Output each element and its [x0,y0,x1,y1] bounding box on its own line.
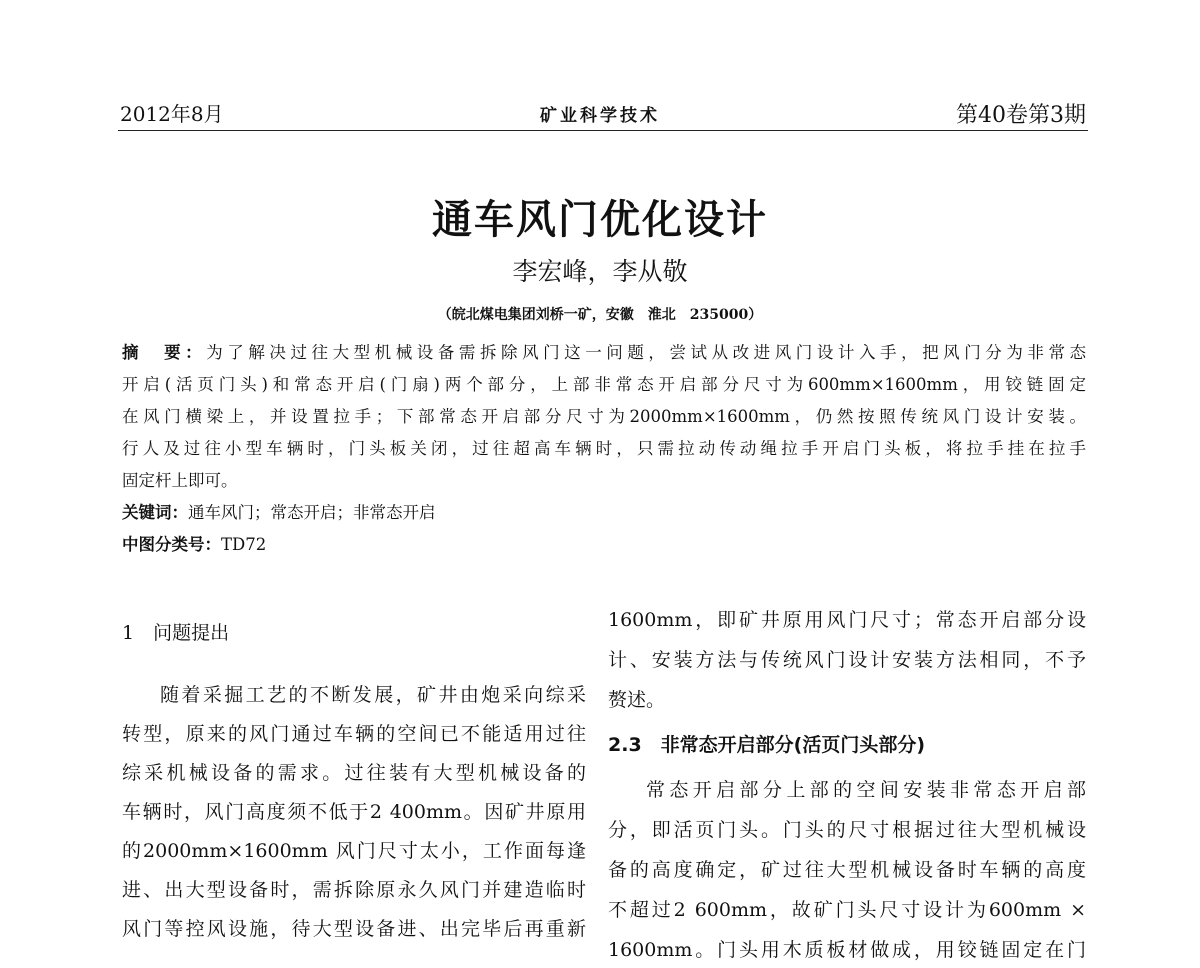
body-line: 风门等控风设施，待大型设备进、出完毕后再重新 [122,918,586,940]
body-line: 赘述。 [608,689,666,711]
abstract-line: 固定杆上即可。 [122,471,238,490]
header-date: 2012年8月 [120,102,224,126]
subsection-heading: 2.3 非常态开启部分(活页门头部分) [608,734,926,756]
body-line: 车辆时，风门高度须不低于2 400mm。因矿井原用 [122,801,586,823]
clc-value: TD72 [221,535,267,554]
paper-title: 通车风门优化设计 [432,197,768,243]
keywords [122,500,1086,526]
clc-number [122,532,1086,558]
body-line: 备的高度确定，矿过往大型机械设备时车辆的高度 [608,859,1086,881]
body-line: 1600mm。门头用木质板材做成，用铰链固定在门 [608,939,1086,961]
header-journal: 矿业科学技术 [540,106,660,126]
body-line: 综采机械设备的需求。过往装有大型机械设备的 [122,762,586,784]
body-line: 不超过2 600mm，故矿门头尺寸设计为600mm × [608,899,1086,921]
header-volume: 第40卷第3期 [956,103,1086,128]
body-line: 的2000mm×1600mm 风门尺寸太小，工作面每逢 [122,840,586,862]
affiliation: （皖北煤电集团刘桥一矿，安徽 淮北 235000） [437,307,763,323]
abstract-text: 为了解决过往大型机械设备需拆除风门这一问题，尝试从改进风门设计入手，把风门分为非常态 [206,343,1086,362]
body-line: 分，即活页门头。门头的尺寸根据过往大型机械设 [608,819,1086,841]
clc-label: 中图分类号： [122,535,221,554]
body-line: 计、安装方法与传统风门设计安装方法相同，不予 [608,649,1086,671]
body-line: 1600mm，即矿井原用风门尺寸；常态开启部分设 [608,609,1086,631]
body-line: 常态开启部分上部的空间安装非常态开启部 [646,779,1086,801]
section-heading: 1 问题提出 [122,622,230,644]
body-line: 转型，原来的风门通过车辆的空间已不能适用过往 [122,723,586,745]
keywords-label: 关键词： [122,503,188,522]
header-rule [118,130,1088,131]
body-line: 随着采掘工艺的不断发展，矿井由炮采向综采 [160,684,586,706]
abstract-line: 行人及过往小型车辆时，门头板关闭，过往超高车辆时，只需拉动传动绳拉手开启门头板，将拉手挂在拉手 [122,439,1086,458]
authors: 李宏峰，李从敬 [512,257,688,286]
abstract-line [122,340,1086,366]
body-line: 进、出大型设备时，需拆除原永久风门并建造临时 [122,879,586,901]
abstract-label: 摘 要： [122,343,207,362]
abstract-line: 开启(活页门头)和常态开启(门扇)两个部分，上部非常态开启部分尺寸为600mm×1600mm，用铰链固定 [122,375,1086,394]
keywords-value: 通车风门；常态开启；非常态开启 [188,503,436,522]
abstract-line: 在风门横梁上，并设置拉手；下部常态开启部分尺寸为2000mm×1600mm，仍然按照传统风门设计安装。 [122,407,1086,426]
